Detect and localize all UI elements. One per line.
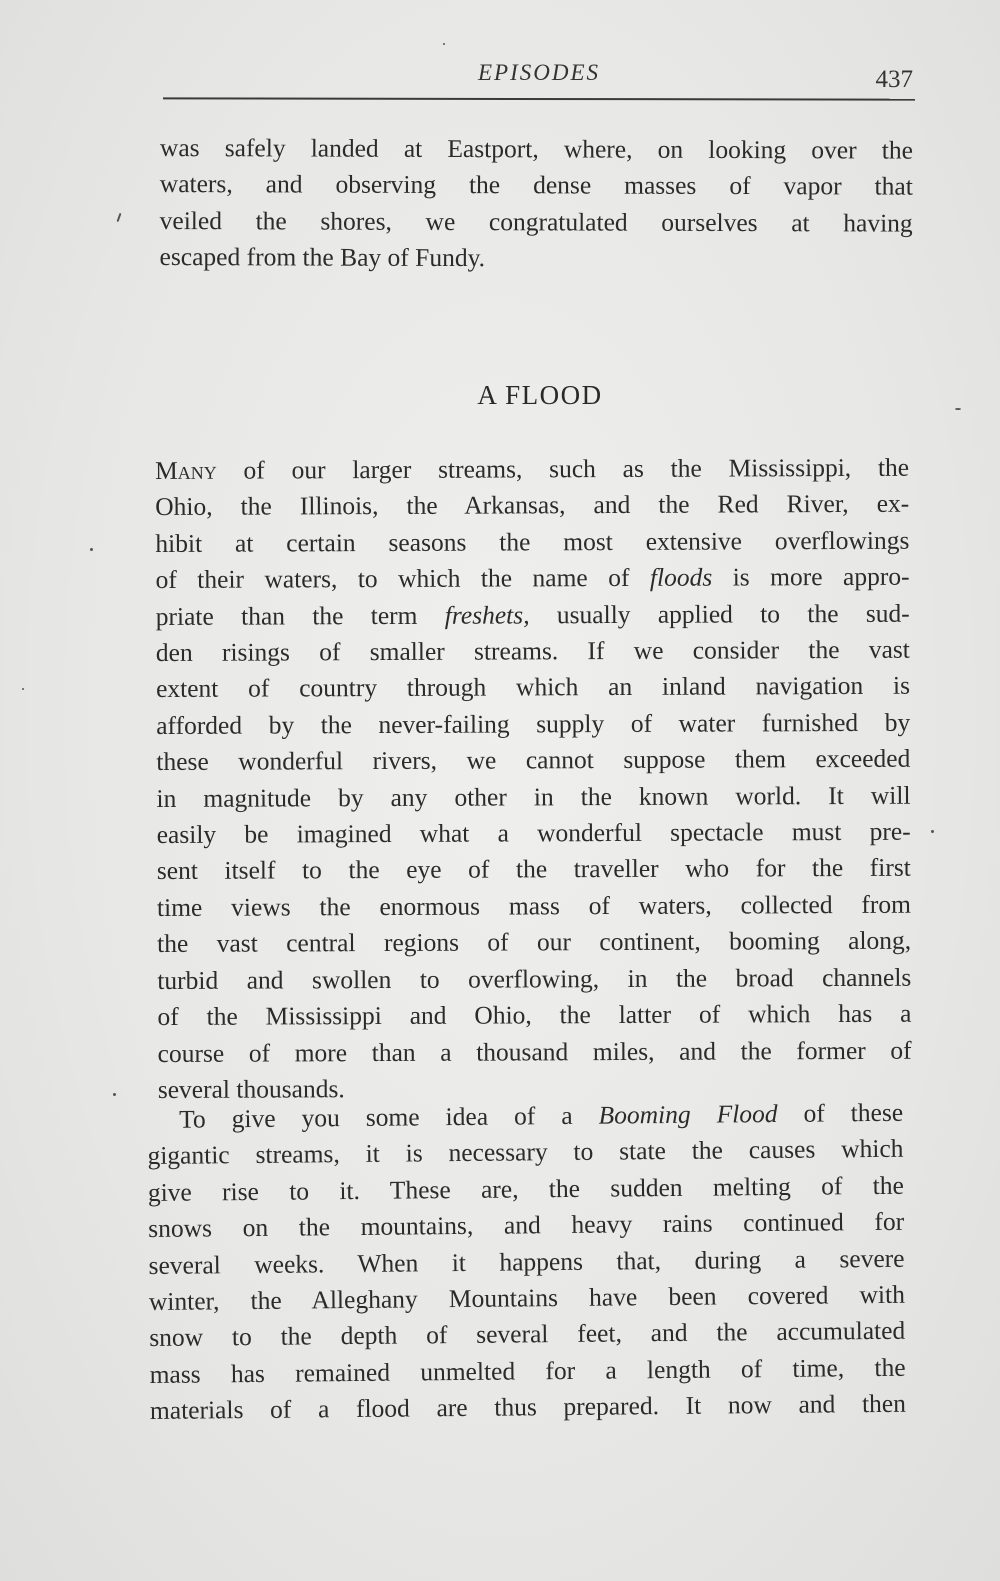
print-speck [443, 43, 445, 45]
text-line: the vast central regions of our continent, booming along, [157, 925, 912, 959]
text-line: To give you some idea of a Booming Flood of these [179, 1097, 904, 1134]
italic-term: floods [649, 562, 713, 593]
italic-term: freshets, [444, 599, 530, 630]
text-line: hibit at certain seasons the most extensive overflowings [155, 525, 910, 558]
print-speck [117, 213, 122, 222]
text-line: snows on the mountains, and heavy rains continued for [148, 1206, 905, 1244]
text-line: give rise to it. These are, the sudden melting of the [147, 1170, 904, 1207]
continuation-paragraph [159, 130, 913, 278]
print-speck [955, 408, 961, 410]
text-line: of their waters, to which the name of floods is more appro- [155, 561, 910, 595]
opening-word: Many [155, 455, 217, 485]
print-speck [113, 1093, 116, 1096]
text-line: easily be imagined what a wonderful spectacle must pre- [156, 816, 911, 850]
text-line: in magnitude by any other in the known world. It will [156, 780, 911, 813]
print-speck [22, 688, 24, 690]
text-line: gigantic streams, it is necessary to state the causes which [147, 1134, 904, 1171]
text-line: mass has remained unmelted for a length of time, the [149, 1352, 906, 1389]
text-line: afforded by the never-failing supply of water furnished by [156, 707, 911, 740]
text-line: snow to the depth of several feet, and the accumulated [149, 1316, 906, 1353]
text-line: course of more than a thousand miles, and the former of [157, 1035, 912, 1068]
text-line: veiled the shores, we congratulated ourselves at having [159, 205, 913, 238]
paragraph-2 [147, 1095, 906, 1430]
text-line: sent itself to the eye of the traveller who for the first [156, 853, 911, 886]
section-title: A FLOOD [477, 380, 603, 410]
print-speck [931, 830, 934, 833]
text-line: of the Mississippi and Ohio, the latter of which has a [157, 998, 912, 1032]
text-line: waters, and observing the dense masses of vapor that [159, 169, 913, 202]
text-line: escaped from the Bay of Fundy. [159, 242, 486, 273]
print-speck [90, 548, 93, 551]
header-rule [163, 97, 915, 100]
text-line: materials of a flood are thus prepared. It now and then [149, 1388, 907, 1426]
text-line: extent of country through which an inland navigation is [155, 671, 911, 704]
text-line: Ohio, the Illinois, the Arkansas, and the Red River, ex- [155, 489, 910, 522]
text-line: Many of our larger streams, such as the Mississippi, the [155, 452, 910, 485]
page-number: 437 [875, 66, 913, 93]
text-line: winter, the Alleghany Mountains have been covered with [148, 1279, 906, 1317]
italic-term: Booming Flood [598, 1098, 778, 1130]
text-line: was safely landed at Eastport, where, on looking over the [159, 132, 913, 165]
text-line: turbid and swollen to overflowing, in the broad channels [157, 962, 912, 995]
running-title: EPISODES [477, 60, 601, 85]
text-line: several thousands. [157, 1074, 345, 1104]
paragraph-1 [155, 450, 912, 1109]
text-line: priate than the term freshets, usually applied to the sud- [155, 598, 910, 631]
running-head [163, 58, 915, 98]
text-line: these wonderful rivers, we cannot suppose them exceeded [156, 743, 911, 777]
text-line: den risings of smaller streams. If we consider the vast [155, 634, 910, 668]
text-line: several weeks. When it happens that, during a severe [148, 1243, 905, 1280]
text-line: time views the enormous mass of waters, collected from [156, 889, 912, 922]
